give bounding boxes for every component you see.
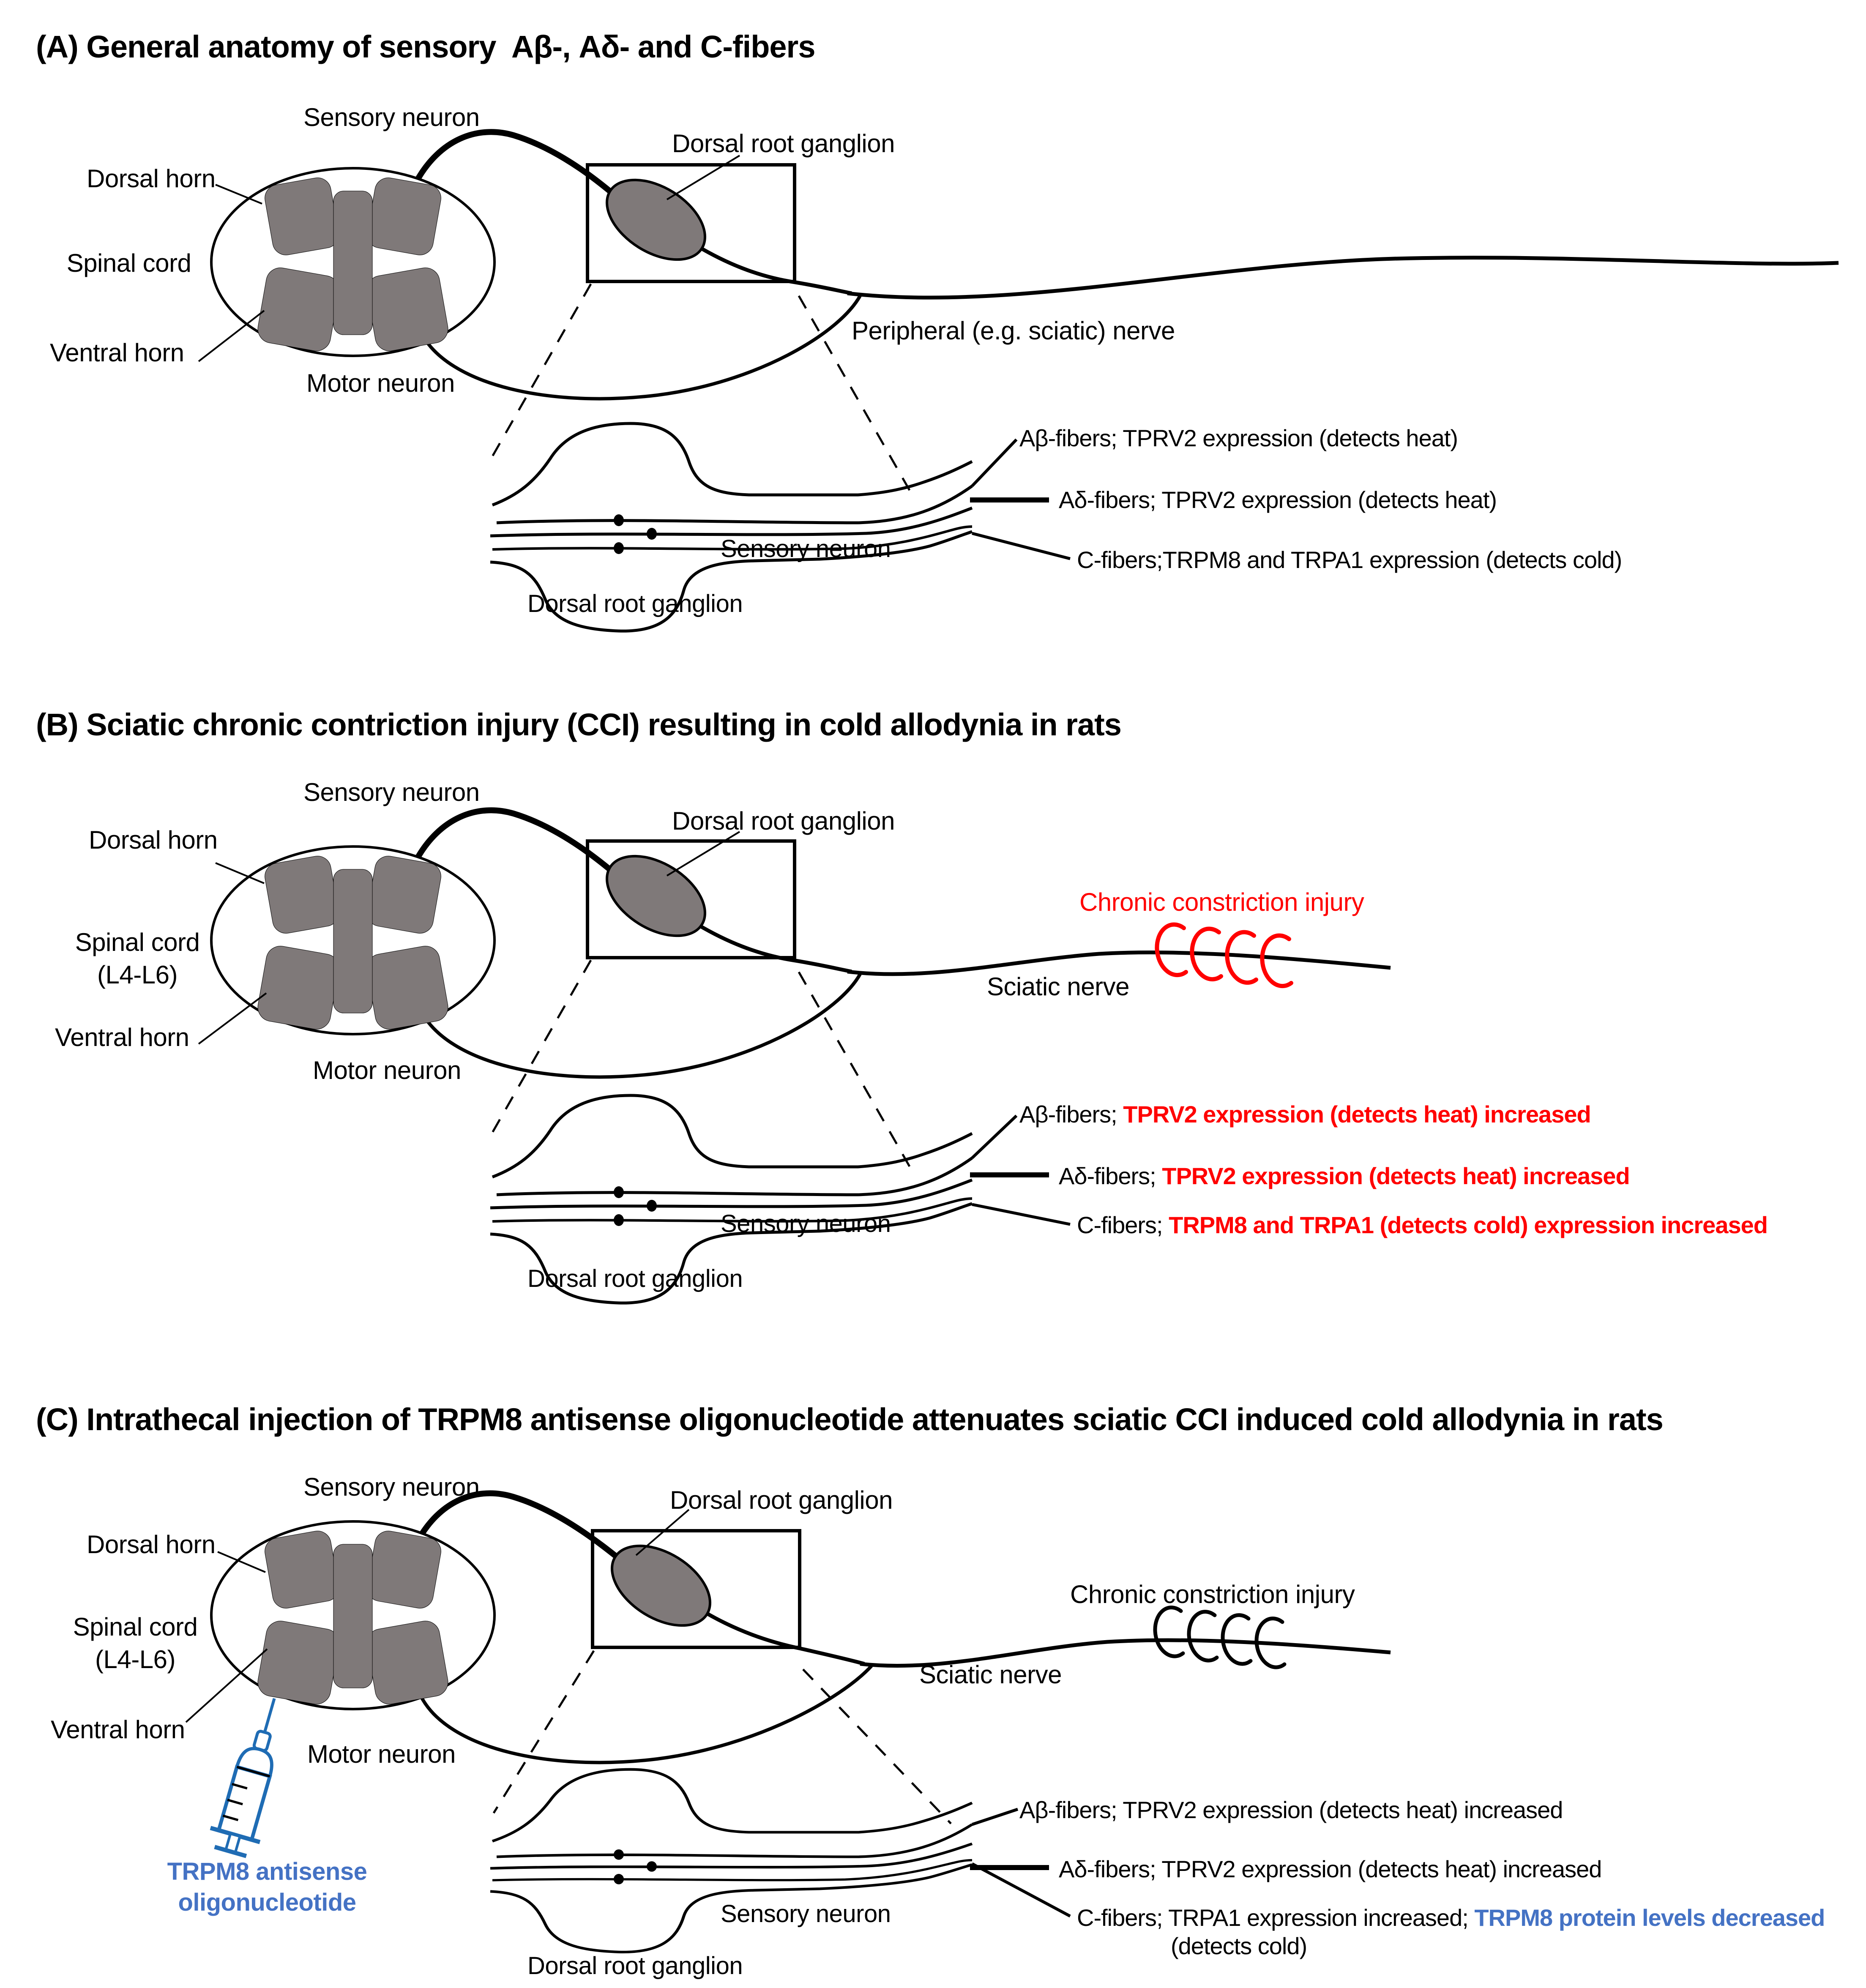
fiber-label-c-c: [1077, 1904, 1825, 1931]
label-sensory-neuron-c: Sensory neuron: [303, 1473, 480, 1501]
drg-inset-box: [593, 1529, 800, 1647]
label-ventral-horn-a: Ventral horn: [50, 339, 184, 367]
spinal-cord-cross-section: [211, 1521, 495, 1709]
motor-axon: [421, 296, 860, 399]
label-peripheral-nerve-a: Peripheral (e.g. sciatic) nerve: [852, 317, 1175, 345]
motor-axon: [421, 974, 860, 1077]
label-spinal-cord-a: Spinal cord: [66, 249, 191, 277]
fiber-abeta-emphasis: TPRV2 expression (detects heat) increased: [1123, 1101, 1591, 1128]
syringe-label-line1: TRPM8 antisense: [167, 1858, 367, 1885]
fiber-label-abeta-c: [1019, 1796, 1563, 1824]
label-sensory-neuron-a: Sensory neuron: [303, 103, 480, 131]
label-motor-neuron-a: Motor neuron: [306, 369, 455, 397]
fiber-leader-lines: [970, 1116, 1070, 1224]
peripheral-nerve-line: [847, 258, 1839, 298]
label-dorsal-horn-a: Dorsal horn: [87, 164, 216, 193]
fiber-c-text: C-fibers; TRPA1 expression increased;: [1077, 1904, 1475, 1931]
panel-b-title: (B) Sciatic chronic contriction injury (CCI) resulting in cold allodynia in rats: [36, 707, 1121, 742]
label-ventral-horn-b: Ventral horn: [55, 1023, 189, 1051]
label-zoom-sensory-a: Sensory neuron: [721, 535, 891, 563]
fiber-adelta-text: Aδ-fibers;: [1059, 1163, 1162, 1189]
label-zoom-drg-c: Dorsal root ganglion: [527, 1952, 743, 1980]
label-spinal-cord-c: Spinal cord: [73, 1613, 198, 1641]
fiber-abeta-text: Aβ-fibers;: [1019, 1101, 1123, 1128]
injury-coils-icon: [1155, 1608, 1284, 1667]
syringe-label: [136, 1856, 398, 1918]
label-zoom-sensory-c: Sensory neuron: [721, 1900, 891, 1928]
label-drg-b: Dorsal root ganglion: [672, 807, 895, 835]
panel-c-title: (C) Intrathecal injection of TRPM8 antisense oligonucleotide attenuates sciatic CCI induced cold allodynia in rats: [36, 1402, 1663, 1437]
label-spinal-cord-sub-c: (L4-L6): [95, 1645, 175, 1674]
fiber-label-abeta-b: [1019, 1100, 1591, 1128]
label-drg-c: Dorsal root ganglion: [670, 1486, 893, 1514]
label-sciatic-nerve-b: Sciatic nerve: [987, 972, 1129, 1001]
label-motor-neuron-b: Motor neuron: [313, 1056, 461, 1084]
syringe-label-line2: oligonucleotide: [178, 1889, 356, 1917]
label-ventral-horn-c: Ventral horn: [51, 1715, 185, 1744]
fiber-label-c-a: [1077, 546, 1622, 573]
label-zoom-sensory-b: Sensory neuron: [721, 1210, 891, 1237]
fiber-c-emphasis: TRPM8 and TRPA1 (detects cold) expression increased: [1169, 1212, 1768, 1238]
fiber-adelta-emphasis: TPRV2 expression (detects heat) increased: [1162, 1163, 1630, 1189]
fiber-label-adelta-c: [1059, 1855, 1601, 1883]
fiber-leader-lines: [970, 1809, 1070, 1916]
label-injury-b: Chronic constriction injury: [1079, 888, 1364, 916]
sensory-axon-distal: [688, 1602, 864, 1664]
label-zoom-drg-b: Dorsal root ganglion: [527, 1265, 743, 1292]
fiber-label-c-b: [1077, 1211, 1768, 1239]
label-spinal-cord-b: Spinal cord: [75, 928, 200, 956]
drg-inset-box: [587, 164, 795, 281]
spinal-cord-cross-section: [211, 847, 495, 1034]
spinal-cord-cross-section: [211, 168, 495, 356]
label-motor-neuron-c: Motor neuron: [307, 1740, 456, 1768]
drg-inset-box: [587, 840, 795, 958]
fiber-label-abeta-a: [1019, 424, 1458, 452]
fiber-adelta-text: Aδ-fibers; TPRV2 expression (detects heat): [1059, 486, 1497, 513]
sensory-axon-distal: [686, 239, 852, 293]
label-spinal-cord-sub-b: (L4-L6): [97, 961, 178, 989]
label-sensory-neuron-b: Sensory neuron: [303, 778, 480, 806]
fiber-label-adelta-b: [1059, 1162, 1630, 1190]
magnifier-dashed-lines: [494, 1651, 951, 1824]
label-injury-c: Chronic constriction injury: [1070, 1580, 1355, 1608]
fiber-adelta-text: Aδ-fibers; TPRV2 expression (detects heat) increased: [1059, 1856, 1602, 1882]
label-zoom-drg-a: Dorsal root ganglion: [527, 590, 743, 617]
fiber-c-emphasis: TRPM8 protein levels decreased: [1474, 1904, 1825, 1931]
label-sciatic-nerve-c: Sciatic nerve: [919, 1660, 1062, 1689]
fiber-c-text: C-fibers;TRPM8 and TRPA1 expression (detects cold): [1077, 546, 1622, 573]
fiber-label-c-line2: (detects cold): [1171, 1933, 1307, 1959]
fiber-label-adelta-a: [1059, 486, 1497, 513]
sciatic-nerve-line: [847, 953, 1391, 974]
label-drg-a: Dorsal root ganglion: [672, 129, 895, 158]
fiber-leader-lines: [970, 440, 1070, 559]
syringe-icon: [206, 1691, 299, 1859]
motor-axon: [421, 1666, 872, 1762]
label-dorsal-horn-c: Dorsal horn: [87, 1530, 216, 1559]
fiber-abeta-text: Aβ-fibers; TPRV2 expression (detects heat): [1019, 425, 1458, 451]
sensory-axon-distal: [686, 917, 852, 972]
panel-a-title: (A) General anatomy of sensory Aβ-, Aδ- and C-fibers: [36, 29, 815, 64]
label-dorsal-horn-b: Dorsal horn: [89, 826, 218, 854]
fiber-abeta-text: Aβ-fibers; TPRV2 expression (detects heat) increased: [1019, 1797, 1563, 1823]
fiber-c-text: C-fibers;: [1077, 1212, 1169, 1238]
